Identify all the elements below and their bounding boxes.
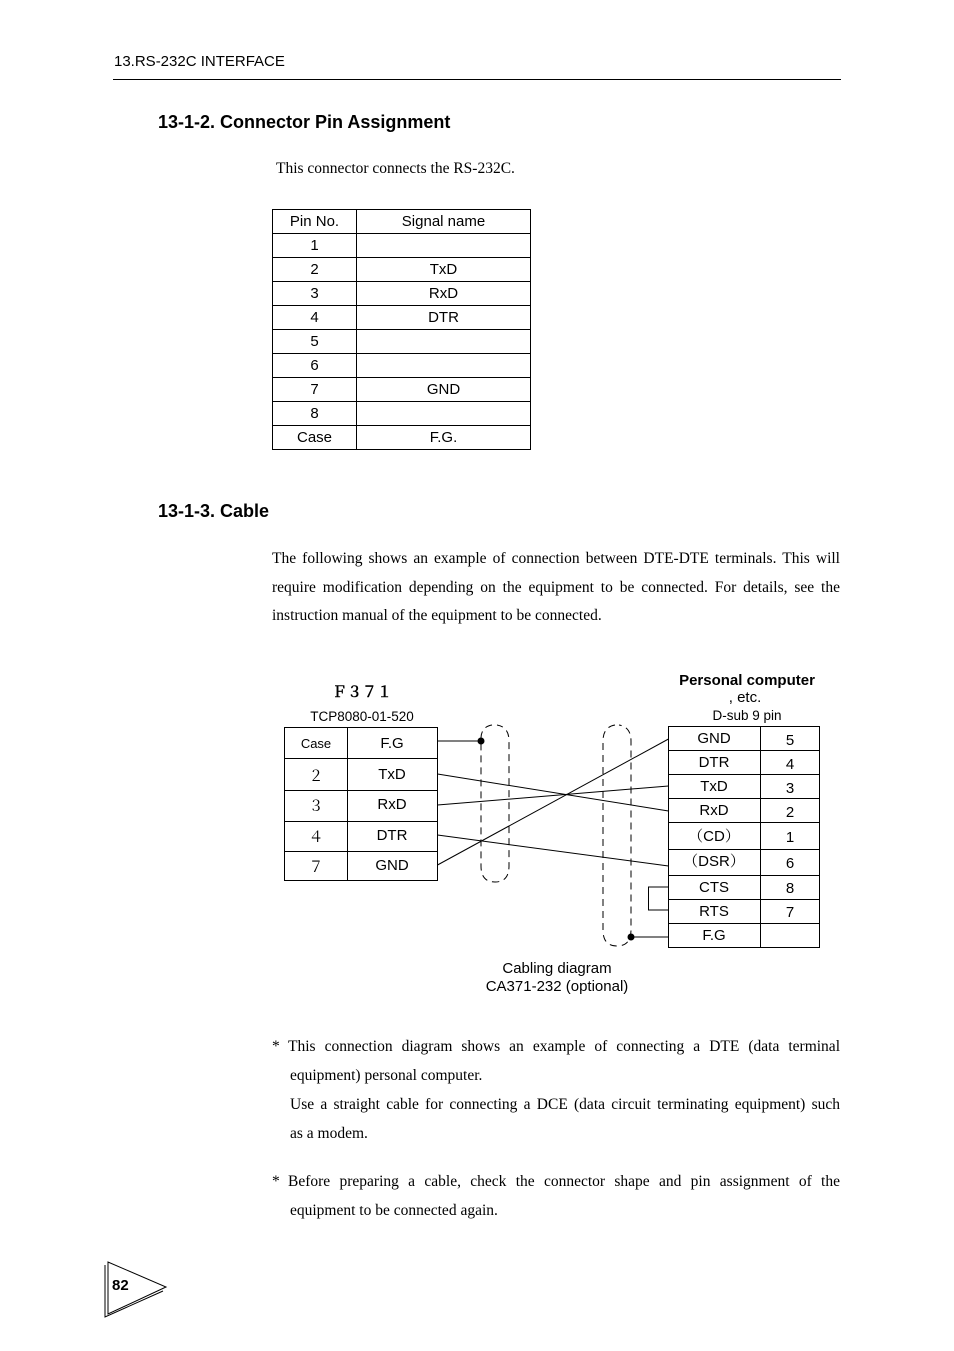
wire-txd-to-rxd [438,774,669,811]
left-signal-label: DTR [376,827,408,844]
right-device-subtitle: , etc. [728,689,762,706]
right-pin-label: 6 [785,855,795,872]
diagram-caption-title: Cabling diagram [502,960,612,977]
section-title-cable: 13-1-3. Cable [158,501,270,521]
note-line: Before preparing a cable, check the connector shape and pin assignment of the [288,1173,840,1190]
right-pin-label: 1 [785,829,795,846]
diagram-caption-model: CA371-232 (optional) [485,978,629,995]
table-cell: 6 [273,354,357,378]
table-cell: TxD [357,258,531,282]
table-cell: GND [357,378,531,402]
right-connector-label: D-sub 9 pin [712,708,782,723]
left-signal-label: F.G [380,735,404,752]
right-device-title: Personal computer [679,672,815,689]
note-first-line [272,1032,840,1061]
right-signal-label: DTR [698,754,730,771]
note-line: This connection diagram shows an example of connecting a DTE (data terminal [288,1038,840,1055]
paragraph-line: The following shows an example of connection between DTE-DTE terminals. This will [272,550,840,567]
table-cell: 5 [273,330,357,354]
note-line: equipment to be connected again. [290,1202,498,1219]
paragraph-line: instruction manual of the equipment to be connected. [272,607,602,624]
note-bullet: * [272,1173,280,1190]
left-pin-label: ３ [308,798,324,815]
left-signal-label: GND [375,857,409,874]
table-cell: DTR [357,306,531,330]
right-signal-label: CTS [699,879,729,896]
left-device-title: Ｆ３７１ [331,684,393,701]
right-pin-label: 4 [785,756,795,773]
left-shield-node [478,738,485,745]
right-signal-label: （CD） [688,828,740,845]
right-shield-outline [603,725,631,946]
table-cell: 2 [273,258,357,282]
wire-cts-rts-loop [649,887,669,910]
note-dte-connection [272,1032,840,1148]
left-pin-label: ４ [308,829,324,846]
right-pin-label: 7 [785,904,795,921]
table-cell: 8 [273,402,357,426]
table-cell: 7 [273,378,357,402]
note-line: Use a straight cable for connecting a DCE (data circuit terminating equipment) such [290,1096,840,1113]
connector-intro-text: This connector connects the RS-232C. [276,160,515,177]
table-cell: F.G. [357,426,531,450]
left-signal-label: RxD [377,796,407,813]
note-check-connector [272,1167,840,1225]
table-header-cell: Signal name [357,210,531,234]
right-pin-label: 8 [785,880,795,897]
right-signal-label: GND [697,730,731,747]
right-pin-label: 5 [785,732,795,749]
right-shield-node [628,934,635,941]
right-signal-label: F.G [702,927,726,944]
right-pin-label: 2 [785,804,795,821]
right-signal-label: （DSR） [683,853,745,870]
right-pin-label: 3 [785,780,795,797]
left-pin-label: ７ [308,859,324,876]
note-first-line [272,1167,840,1196]
table-cell: Case [273,426,357,450]
section-title-pin-assignment: 13-1-2. Connector Pin Assignment [158,112,451,132]
left-connector-label: TCP8080-01-520 [310,709,414,724]
left-pin-label: Case [300,736,332,751]
note-line: equipment) personal computer. [290,1067,483,1084]
table-header-cell: Pin No. [273,210,357,234]
paragraph-line: require modification depending on the equipment to be connected. For details, see the [272,578,840,596]
table-cell: 4 [273,306,357,330]
right-signal-label: RxD [699,802,729,819]
cable-shield-outlines [481,725,631,946]
left-pin-label: ２ [308,768,324,785]
page-marker-arrow [100,1258,170,1318]
chapter-header: 13.RS-232C INTERFACE [114,53,285,70]
table-cell: 3 [273,282,357,306]
table-cell: 1 [273,234,357,258]
page-number: 82 [112,1277,129,1294]
table-cell: RxD [357,282,531,306]
right-signal-label: RTS [699,903,729,920]
note-bullet: * [272,1038,280,1055]
right-table-labels [683,730,794,944]
note-line: as a modem. [290,1125,368,1142]
left-shield-outline [481,725,509,882]
left-signal-label: TxD [378,766,406,783]
wire-dtr-to-dsr [438,835,669,866]
cable-wires [438,739,669,937]
left-table-labels [301,735,409,876]
right-signal-label: TxD [700,778,728,795]
